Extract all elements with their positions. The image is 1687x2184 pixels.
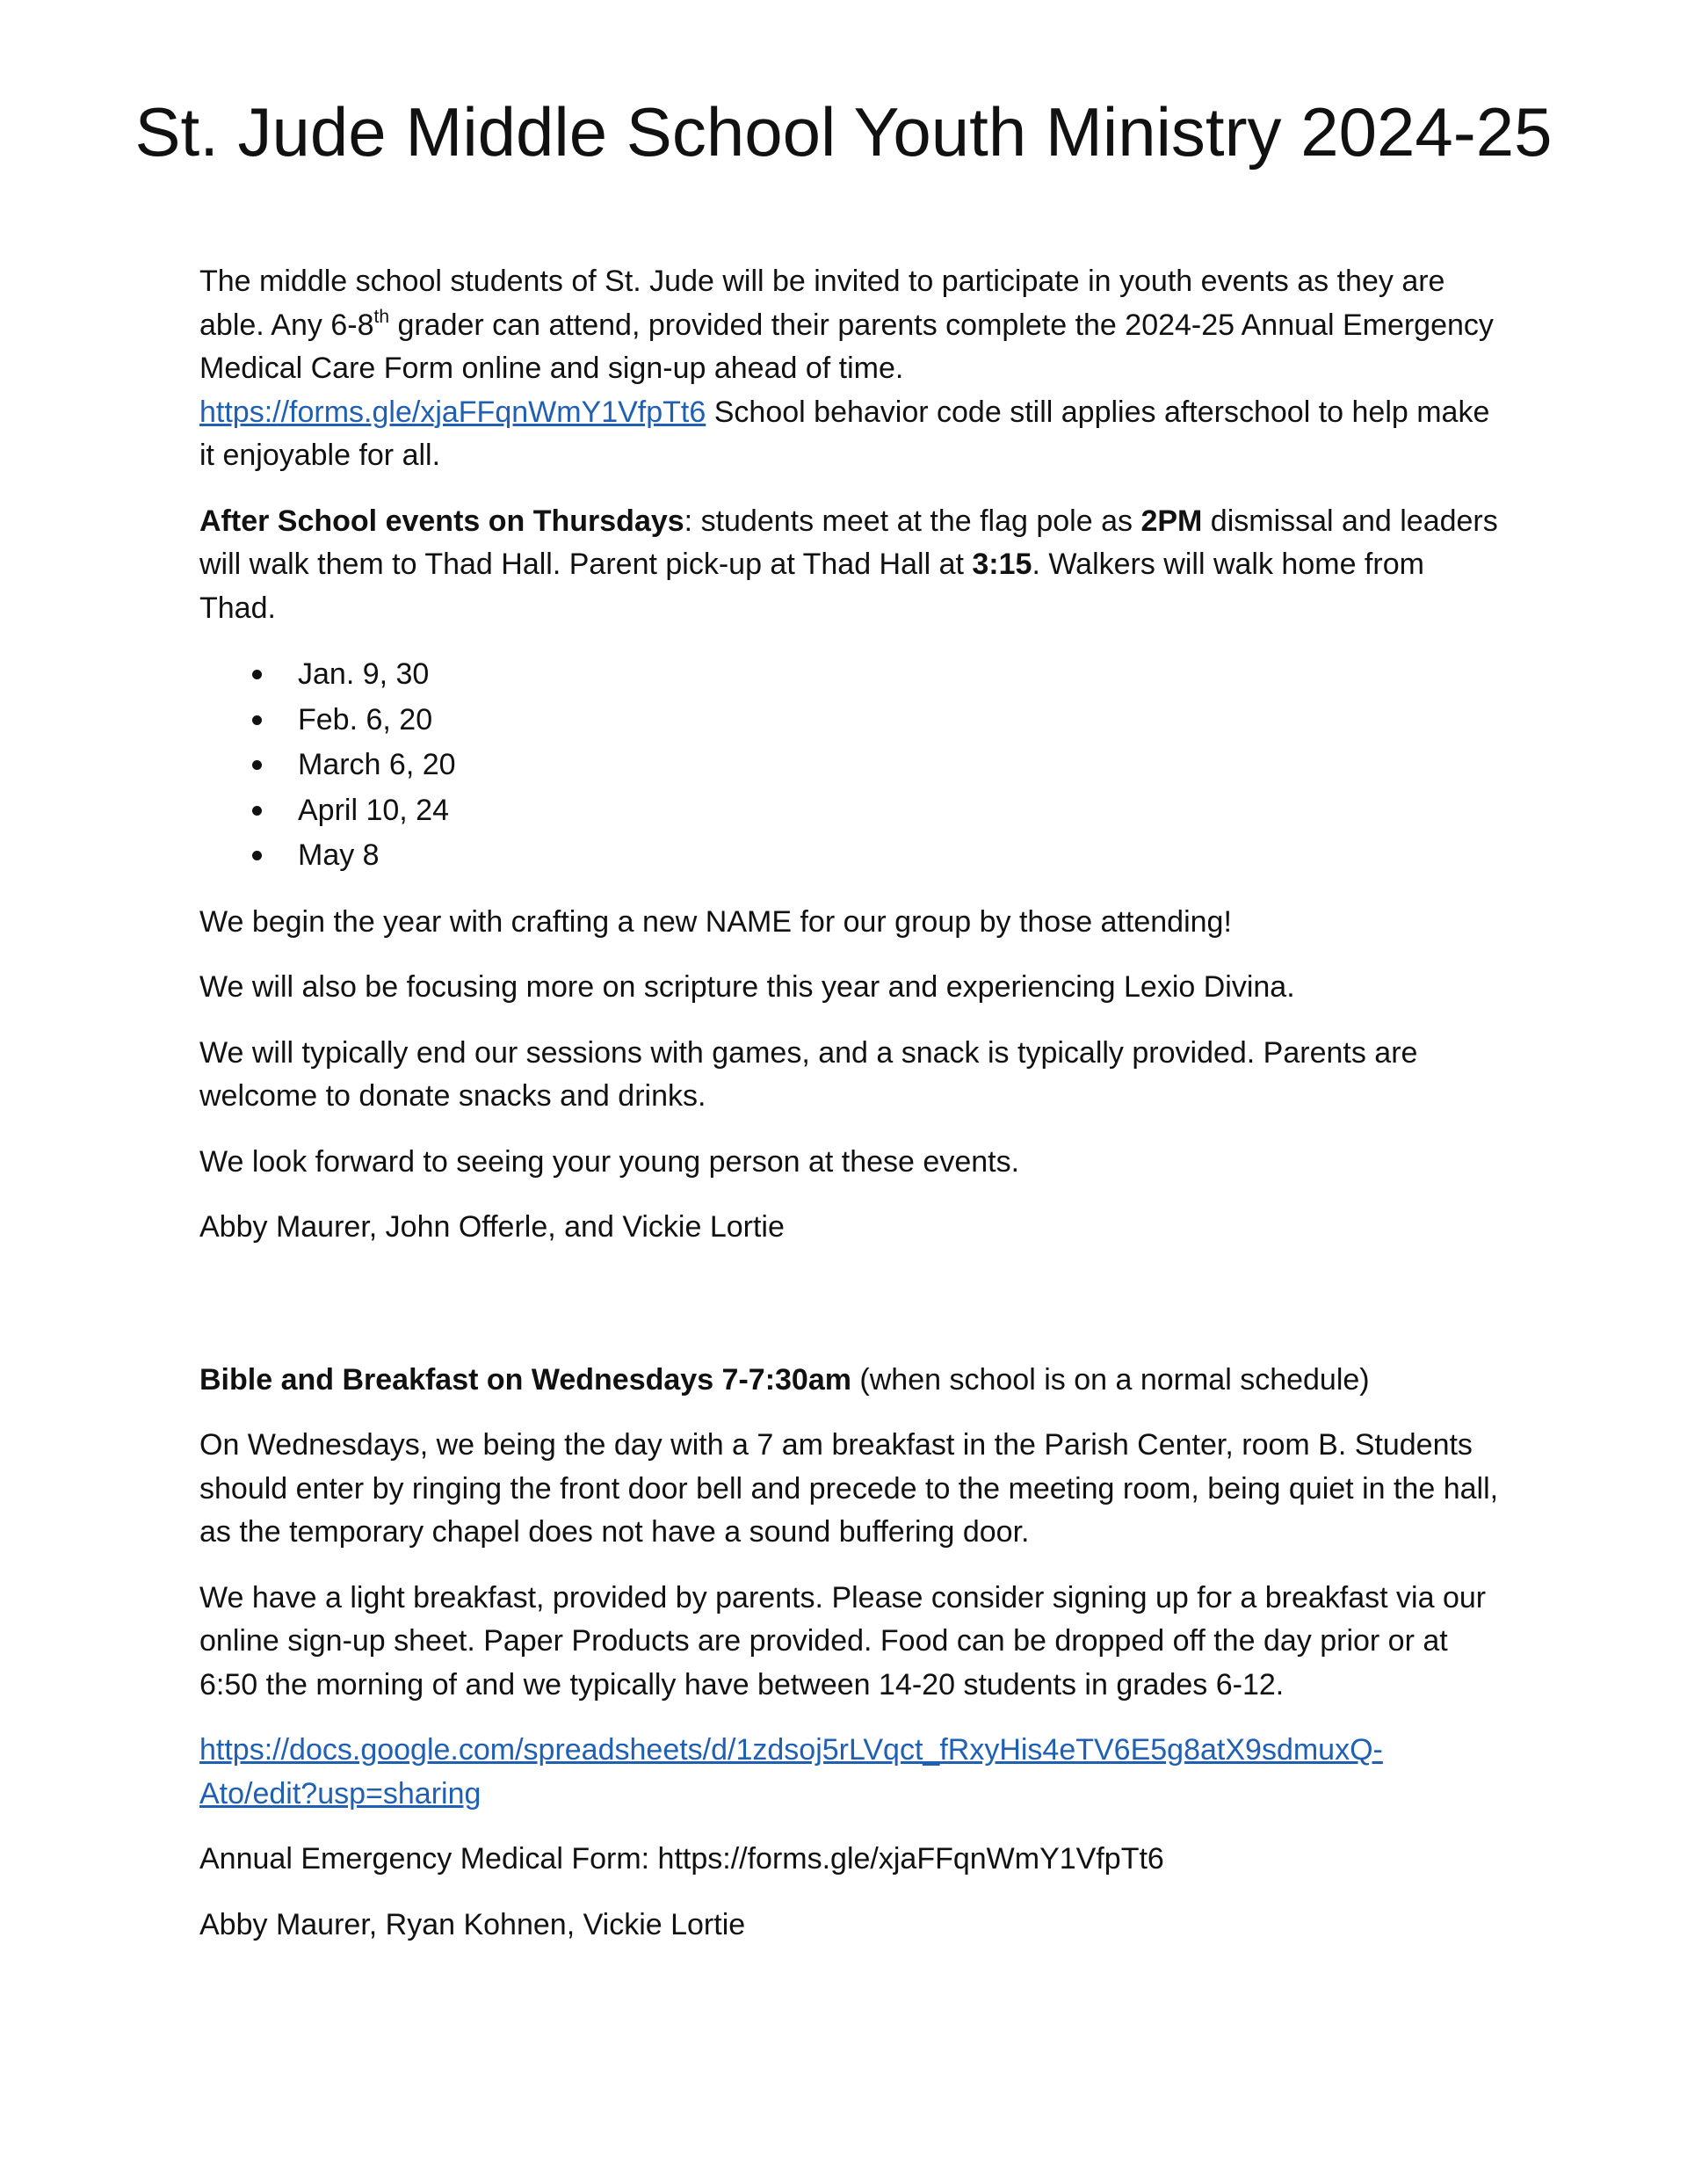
list-item (250, 743, 1500, 788)
light-breakfast-paragraph: We have a light breakfast, provided by parents. Please consider signing up for a breakfast via our online sign-up sheet. Paper Products are provided. Food can be dropped off the day prior or at 6:50 the morning of and we typically have between 14-20 students in grades 6-12. (199, 1580, 1487, 1701)
list-item (250, 698, 1500, 744)
bullet-icon (252, 670, 262, 679)
wednesday-paragraph: On Wednesdays, we being the day with a 7 am breakfast in the Parish Center, room B. Students should enter by ringing the front door bell and precede to the meeting room, being quiet in the hall, as the temporary chapel does not have a sound buffering door. (199, 1428, 1499, 1549)
bullet-icon (252, 760, 262, 770)
signup-sheet-line (199, 1729, 1500, 1816)
bullet-icon (252, 715, 262, 725)
document-body (199, 260, 1500, 1969)
bible-breakfast-heading: Bible and Breakfast on Wednesdays 7-7:30am (199, 1362, 851, 1397)
bible-breakfast-note: (when school is on a normal schedule) (851, 1362, 1370, 1397)
after-school-text-2: dismissal and leaders will walk them to Thad Hall. Parent pick-up at Thad Hall at (199, 504, 1498, 581)
date-text: Jan. 9, 30 (298, 657, 430, 691)
pickup-time: 3:15 (972, 548, 1032, 581)
medical-form-link[interactable]: https://forms.gle/xjaFFqnWmY1VfpTt6 (199, 395, 706, 429)
event-dates-list (199, 652, 1500, 879)
closing-paragraph: We look forward to seeing your young person at these events. (199, 1144, 1020, 1179)
bible-leaders-signature: Abby Maurer, Ryan Kohnen, Vickie Lortie (199, 1907, 746, 1941)
medical-form-url: https://forms.gle/xjaFFqnWmY1VfpTt6 (657, 1842, 1164, 1876)
bullet-icon (252, 851, 262, 860)
intro-text-1: The middle school students of St. Jude will be invited to participate in youth events as they are able. Any 6-8 (199, 265, 1445, 342)
dismissal-time: 2PM (1140, 504, 1203, 538)
intro-superscript: th (373, 306, 389, 327)
list-item (250, 833, 1500, 879)
snacks-paragraph: We will typically end our sessions with games, and a snack is typically provided. Parents are welcome to donate snacks and drinks. (199, 1035, 1418, 1113)
after-school-heading: After School events on Thursdays (199, 504, 684, 538)
date-text: Feb. 6, 20 (298, 702, 433, 736)
scripture-paragraph: We will also be focusing more on scripture this year and experiencing Lexio Divina. (199, 970, 1295, 1004)
intro-text-2: grader can attend, provided their parents complete the 2024-25 Annual Emergency Medical Care Form online and sign-up ahead of time. (199, 308, 1494, 385)
signup-sheet-link[interactable]: https://docs.google.com/spreadsheets/d/1zdsoj5rLVqct_fRxyHis4eTV6E5g8atX9sdmuxQ- Ato/edit?usp=sharing (199, 1733, 1383, 1810)
leaders-signature: Abby Maurer, John Offerle, and Vickie Lortie (199, 1210, 785, 1244)
after-school-text-1: : students meet at the flag pole as (684, 504, 1141, 538)
intro-paragraph (199, 260, 1500, 478)
bible-breakfast-heading-line (199, 1359, 1500, 1403)
after-school-text-3: . Walkers will walk home from Thad. (199, 548, 1424, 625)
page-title: St. Jude Middle School Youth Ministry 2024-25 (134, 93, 1553, 171)
after-school-paragraph (199, 500, 1500, 631)
intro-text-3: School behavior code still applies afterschool to help make it enjoyable for all. (199, 395, 1490, 472)
medical-form-line (199, 1838, 1500, 1882)
medical-form-label: Annual Emergency Medical Form: (199, 1842, 658, 1876)
date-text: March 6, 20 (298, 748, 456, 781)
section-spacer (199, 1272, 1500, 1359)
list-item (250, 652, 1500, 698)
date-text: May 8 (298, 838, 380, 872)
name-paragraph: We begin the year with crafting a new NAME for our group by those attending! (199, 904, 1232, 939)
list-item (250, 788, 1500, 834)
date-text: April 10, 24 (298, 793, 449, 827)
bullet-icon (252, 806, 262, 816)
